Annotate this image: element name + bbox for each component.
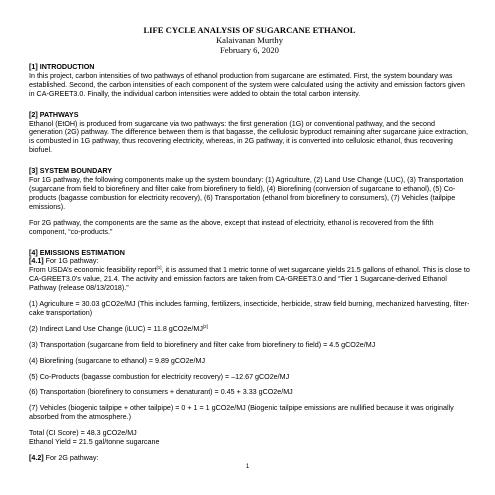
usda-paragraph (29, 266, 470, 293)
emission-item-coproducts: (5) Co-Products (bagasse combustion for electricity recovery) = –12.67 gCO2e/MJ (29, 372, 290, 381)
subsection-heading-1g (29, 257, 470, 266)
title-block (29, 25, 470, 55)
emission-item-iluc (29, 325, 470, 334)
ethanol-yield: Ethanol Yield = 21.5 gal/tonne sugarcane (29, 438, 160, 447)
subsection-number-2g: [4.2] (29, 454, 44, 462)
usda-text-end: , it is assumed that 1 metric tonne of wet sugarcane yields 21.5 gallons of ethanol. This is close to CA-GREET3.0’s value, 21.4. The activity and emission factors are taken from CA-GREET3.0 and “Tier 1 Sugarcane-derived Ethanol Pathway (release 08/13/2018).” (29, 266, 470, 293)
emission-item-vehicles: (7) Vehicles (biogenic tailpipe + other tailpipe) = 0 + 1 = 1 gCO2e/MJ (Biogenic tailpipe emissions are nullified because it was originally absorbed from the atmosphere.) (29, 404, 454, 422)
document-date: February 6, 2020 (220, 45, 279, 55)
section-heading-pathways: [2] PATHWAYS (29, 110, 79, 119)
total-ci-score: Total (CI Score) = 48.3 gCO2e/MJ (29, 429, 137, 438)
page-number: 1 (245, 464, 250, 470)
reference-1[interactable]: [1] (156, 265, 162, 271)
emission-item-biorefining: (4) Biorefining (sugarcane to ethanol) = 9.89 gCO2e/MJ (29, 356, 206, 365)
subsection-title-1g: For 1G pathway: (43, 257, 99, 266)
iluc-text: (2) Indirect Land Use Change (iLUC) = 11.8 gCO2e/MJ (29, 324, 203, 333)
document-title: LIFE CYCLE ANALYSIS OF SUGARCANE ETHANOL (143, 25, 356, 35)
section-heading-introduction: [1] INTRODUCTION (29, 63, 95, 71)
subsection-heading-2g (29, 454, 470, 463)
section-heading-emissions: [4] EMISSIONS ESTIMATION (29, 248, 125, 257)
emission-item-transportation-fuel: (6) Transportation (biorefinery to consumers + denaturant) = 0.45 + 3.33 gCO2e/MJ (29, 388, 293, 397)
emission-item-agriculture: (1) Agriculture = 30.03 gCO2e/MJ (This includes farming, fertilizers, insecticide, herbicide, straw field burning, mechanized harvesting, filter-cake transportation) (29, 300, 470, 317)
author-name: Kalaivanan Murthy (215, 35, 284, 45)
subsection-number-1g: [4.1] (29, 257, 44, 266)
boundary-paragraph-1g: For 1G pathway, the following components make up the system boundary: (1) Agriculture, (2) Land Use Change (LUC), (3) Transportation (sugarcane from field to biorefinery and filter cake from biorefinery to field), (4) Biorefining (conversion of sugarcane to ethanol), (5) Co-products (bagasse combustion for electricity recovery), (6) Transportation (ethanol from biorefinery to consumers), (7) Vehicles (tailpipe emissions). (29, 176, 464, 211)
boundary-paragraph-2g: For 2G pathway, the components are the same as the above, except that instead of electricity, ethanol is recovered from the fifth component, “co-products.” (29, 218, 434, 236)
introduction-paragraph: In this project, carbon intensities of two pathways of ethanol production from sugarcane are estimated. First, the system boundary was established. Second, the carbon intensities of each component of the system were calculated using the activity and emission factors given in CA-GREET3.0. Finally, the individual carbon intensities were added to obtain the total carbon intensity. (29, 71, 465, 98)
usda-text-start: From USDA’s economic feasibility report (29, 266, 157, 275)
pathways-paragraph: Ethanol (EtOH) is produced from sugarcane via two pathways: the first generation (1G) or conventional pathway, and the second generation (2G) pathway. The difference between them is that bagasse, the cellulosic byproduct remaining after sugarcane juice extraction, is combusted in 1G pathway, thus recovering electricity, whereas, in 2G pathway, it is converted into cellulosic ethanol, thus recovering biofuel. (29, 119, 469, 155)
emission-item-transportation-feedstock: (3) Transportation (sugarcane from field to biorefinery and filter cake from biorefinery to field) = 4.5 gCO2e/MJ (29, 340, 376, 349)
reference-2[interactable]: [2] (202, 323, 208, 329)
subsection-title-2g: For 2G pathway: (43, 454, 99, 462)
section-heading-system-boundary: [3] SYSTEM BOUNDARY (29, 167, 113, 176)
